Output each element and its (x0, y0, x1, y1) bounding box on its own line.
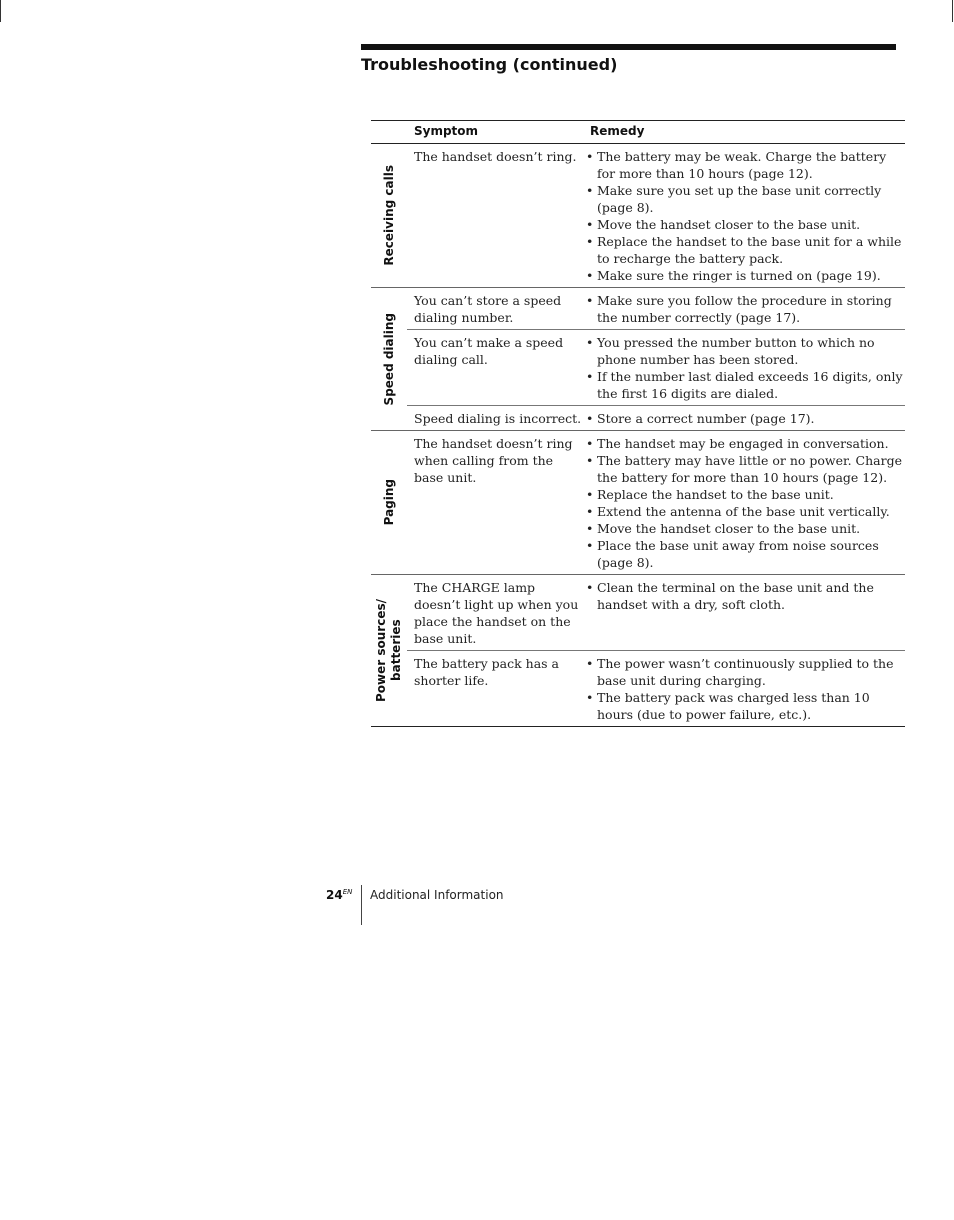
group-label-cell (371, 144, 407, 287)
group-label-receiving-calls: Receiving calls (381, 165, 396, 266)
remedy-item: • Clean the terminal on the base unit and the handset with a dry, soft cloth. (583, 579, 905, 613)
footer-divider (361, 885, 362, 925)
remedy-list (583, 410, 905, 427)
remedy-column-header: Remedy (590, 124, 645, 138)
remedy-item: • The battery may be weak. Charge the battery for more than 10 hours (page 12). (583, 148, 905, 182)
footer-section-name: Additional Information (370, 888, 504, 902)
symptom-text: The CHARGE lamp doesn’t light up when you place the handset on the base unit. (414, 580, 579, 646)
table-row (407, 431, 905, 574)
page-number (326, 888, 352, 902)
remedy-list (583, 435, 905, 571)
symptom-text: You can’t make a speed dialing call. (414, 335, 564, 367)
group-label-cell (371, 288, 407, 430)
remedy-item: • Make sure you set up the base unit correctly (page 8). (583, 182, 905, 216)
remedy-item: • Move the handset closer to the base unit. (583, 216, 905, 233)
troubleshooting-table (371, 120, 905, 727)
symptom-text: The battery pack has a shorter life. (414, 656, 560, 688)
table-row (407, 144, 905, 287)
remedy-item: • Extend the antenna of the base unit vertically. (583, 503, 905, 520)
table-row (407, 288, 905, 329)
table-header (371, 120, 905, 144)
group-speed-dialing (371, 287, 905, 430)
group-paging (371, 430, 905, 574)
table-row (407, 650, 905, 726)
group-label-cell (371, 575, 407, 726)
remedy-item: • The battery pack was charged less than 10 hours (due to power failure, etc.). (583, 689, 905, 723)
remedy-item: • You pressed the number button to which no phone number has been stored. (583, 334, 905, 368)
remedy-item: • Replace the handset to the base unit for a while to recharge the battery pack. (583, 233, 905, 267)
remedy-list (583, 292, 905, 326)
page-edge-mark-right (952, 0, 953, 22)
symptom-column-header: Symptom (414, 124, 479, 138)
remedy-item: • Replace the handset to the base unit. (583, 486, 905, 503)
remedy-list (583, 148, 905, 284)
table-row (407, 329, 905, 405)
remedy-item: • The power wasn’t continuously supplied to the base unit during charging. (583, 655, 905, 689)
group-label-speed-dialing: Speed dialing (381, 312, 396, 406)
group-label-power-sources-batteries: Power sources/ batteries (374, 599, 403, 702)
group-power-sources-batteries (371, 574, 905, 727)
remedy-item: • Make sure the ringer is turned on (page 19). (583, 267, 905, 284)
remedy-item: • Move the handset closer to the base unit. (583, 520, 905, 537)
group-receiving-calls (371, 144, 905, 287)
symptom-text: The handset doesn’t ring. (414, 149, 577, 164)
remedy-item: • The handset may be engaged in conversation. (583, 435, 905, 452)
page-edge-mark-left (0, 0, 1, 22)
symptom-text: Speed dialing is incorrect. (414, 411, 582, 426)
header-rule (361, 44, 896, 50)
remedy-item: • The battery may have little or no power. Charge the battery for more than 10 hours (page 12). (583, 452, 905, 486)
remedy-item: • Place the base unit away from noise sources (page 8). (583, 537, 905, 571)
page-number-suffix: EN (342, 888, 353, 896)
remedy-item: • If the number last dialed exceeds 16 digits, only the first 16 digits are dialed. (583, 368, 905, 402)
remedy-list (583, 579, 905, 647)
group-label-cell (371, 431, 407, 574)
remedy-item: • Make sure you follow the procedure in storing the number correctly (page 17). (583, 292, 905, 326)
remedy-item: • Store a correct number (page 17). (583, 410, 905, 427)
symptom-text: The handset doesn’t ring when calling from the base unit. (414, 436, 573, 485)
table-row (407, 575, 905, 650)
remedy-list (583, 655, 905, 723)
remedy-list (583, 334, 905, 402)
table-row (407, 405, 905, 430)
page-title: Troubleshooting (continued) (361, 55, 618, 74)
symptom-text: You can’t store a speed dialing number. (414, 293, 562, 325)
group-label-paging: Paging (381, 479, 396, 526)
page-number-value: 24 (326, 888, 343, 902)
